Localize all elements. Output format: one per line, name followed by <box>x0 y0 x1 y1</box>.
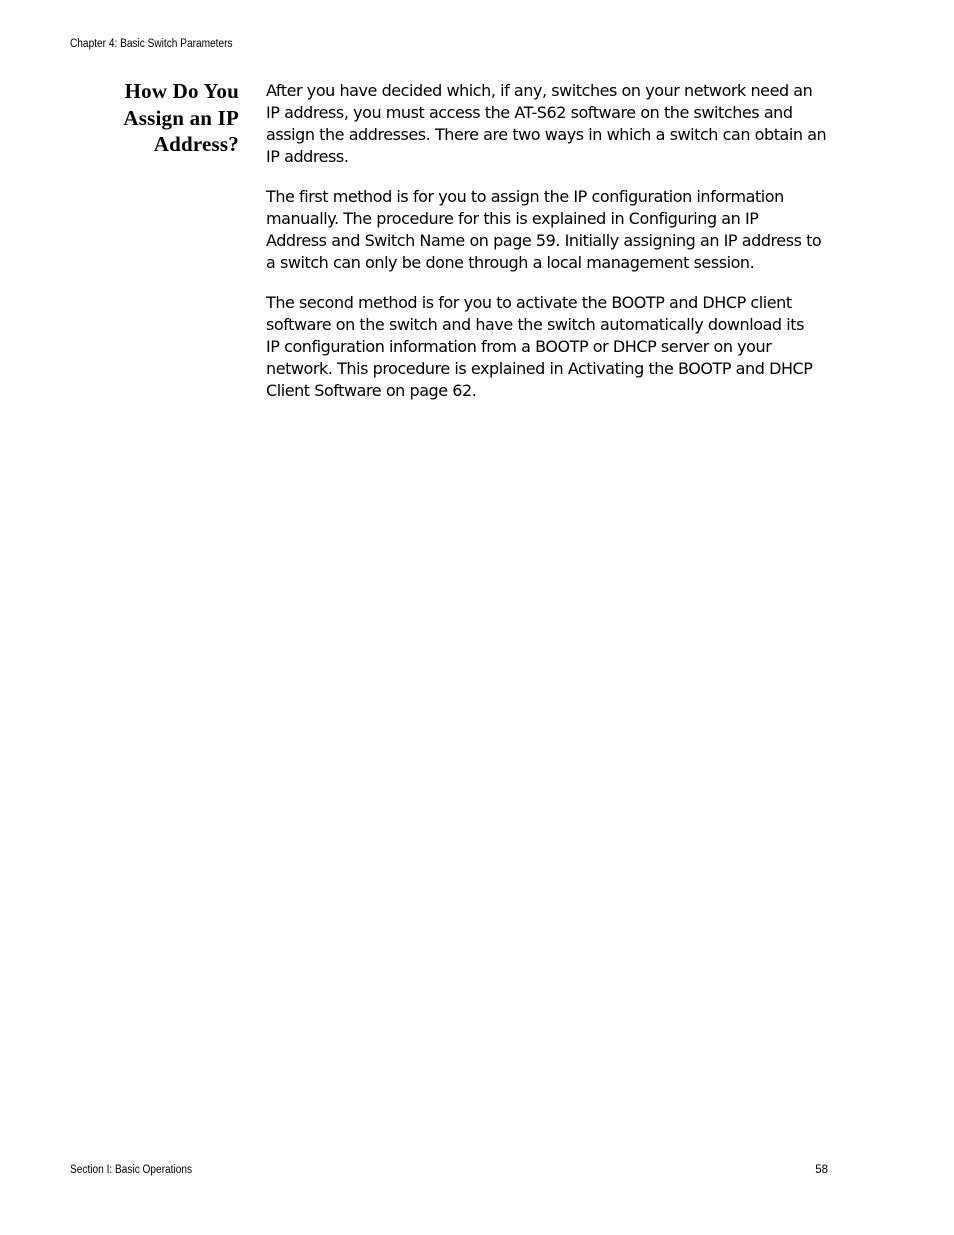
text-line: a switch can only be done through a local management session. <box>266 253 755 272</box>
text-line: Address and Switch Name on page 59. Initially assigning an IP address to <box>266 231 822 250</box>
paragraph-intro <box>266 80 832 168</box>
text-line: IP address. <box>266 147 349 166</box>
text-line: The first method is for you to assign the IP configuration information <box>266 187 784 206</box>
running-header: Chapter 4: Basic Switch Parameters <box>70 38 233 50</box>
text-line: The second method is for you to activate the BOOTP and DHCP client <box>266 293 792 312</box>
text-line: network. This procedure is explained in Activating the BOOTP and DHCP <box>266 359 813 378</box>
heading-line: Address? <box>153 132 239 156</box>
text-line: IP address, you must access the AT-S62 software on the switches and <box>266 103 793 122</box>
text-line: Client Software on page 62. <box>266 381 477 400</box>
heading-line: How Do You <box>124 79 239 103</box>
text-line: software on the switch and have the switch automatically download its <box>266 315 804 334</box>
body-text <box>266 80 832 420</box>
paragraph-first-method <box>266 186 832 274</box>
heading-line: Assign an IP <box>123 105 239 130</box>
paragraph-second-method <box>266 292 832 402</box>
page-number: 58 <box>815 1164 828 1176</box>
text-line: After you have decided which, if any, switches on your network need an <box>266 81 813 100</box>
text-line: assign the addresses. There are two ways in which a switch can obtain an <box>266 125 827 144</box>
section-heading <box>60 78 239 158</box>
text-line: manually. The procedure for this is explained in Configuring an IP <box>266 209 759 228</box>
footer-section-label: Section I: Basic Operations <box>70 1164 193 1176</box>
text-line: IP configuration information from a BOOTP or DHCP server on your <box>266 337 772 356</box>
